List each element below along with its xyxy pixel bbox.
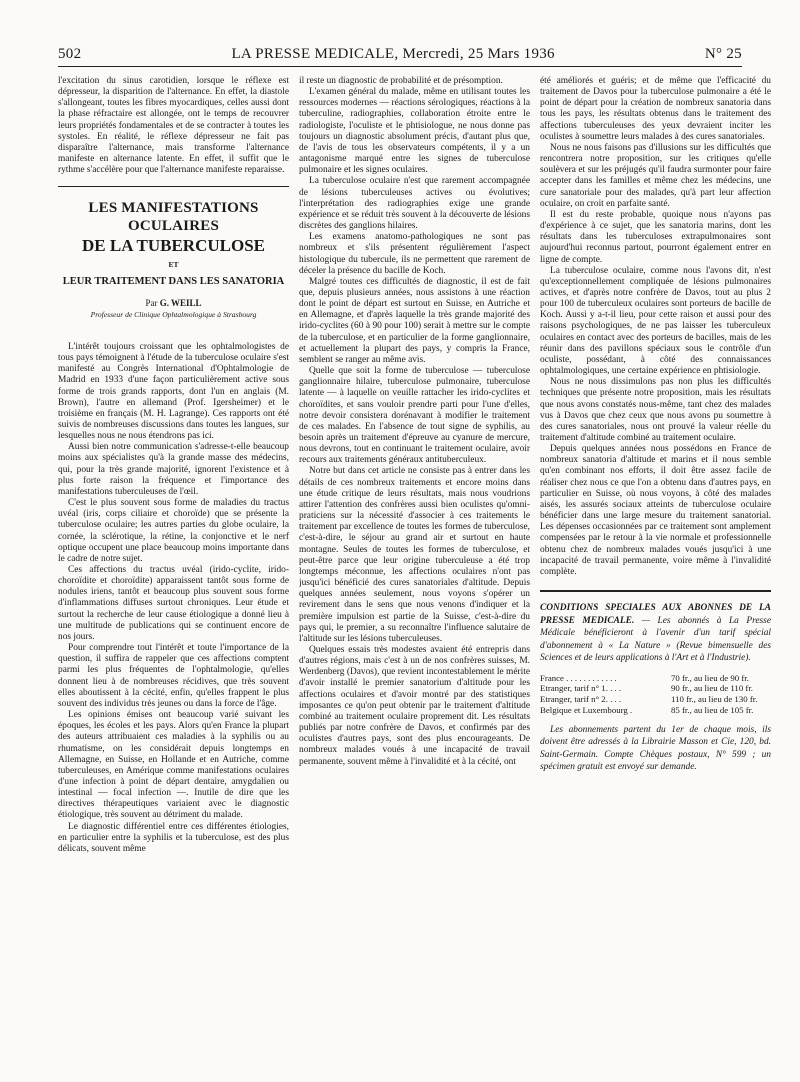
- paragraph: Notre but dans cet article ne consiste pas à entrer dans les détails de ces nombreux traitements et encore moins dans une étude critique de leurs résultats, mais nous voudrions attirer l'attention des confrères aussi bien oculistes qu'omni-praticiens sur la nécessité d'associer à ces traitements le traitement par excellence de toutes les formes de tuberculose, c'est-à-dire, le séjour au grand air et surtout en haute montagne. Seules de toutes les formes de tuberculose, et peut-être parce que leur origine tuberculeuse a été trop longtemps méconnue, les affections oculaires n'ont pas jusqu'ici bénéficié des cures sanatoriales d'altitude. Depuis quelques années seulement, nous voyons s'opérer un revirement dans le sens que nous venons d'indiquer et la première impulsion est partie de la Suisse, c'est-à-dire du pays qui, le premier, a su reconnaître l'influence salutaire de l'altitude sur les lésions tuberculeuses.: [299, 466, 530, 644]
- author-line: [58, 298, 289, 309]
- price-label: Belgique et Luxembourg .: [540, 704, 633, 715]
- paragraph: Aussi bien notre communication s'adresse-t-elle beaucoup moins aux spécialistes qu'à la grande masse des médecins, qui, pour la très grande majorité, ignorent l'existence et à plus forte raison la fréquence et l'importance des manifestations tuberculeuses de l'œil.: [58, 442, 289, 497]
- price-table: [540, 673, 771, 716]
- conditions-title: CONDITIONS SPECIALES AUX ABONNES DE LA PRESSE MEDICALE.: [540, 603, 771, 626]
- price-label: Etranger, tarif n° 2. . . .: [540, 694, 622, 705]
- paragraph: Le diagnostic différentiel entre ces différentes étiologies, en particulier entre la syphilis et la tuberculose, est des plus délicats, souvent même: [58, 821, 289, 854]
- subscription-conditions: [540, 590, 771, 774]
- author-name: G. WEILL: [159, 297, 202, 308]
- price-value: 90 fr., au lieu de 110 fr.: [671, 683, 754, 694]
- price-row: [540, 705, 771, 716]
- paragraph: La tuberculose oculaire, comme nous l'avons dit, n'est qu'exceptionnellement compliquée de lésions pulmonaires actives, et d'après notre confrère de Davos, tout au plus 2 pour 100 de tuberculeux oculaires sont porteurs de bacille de Koch. Aussi y a-t-il lieu, pour cette raison et aussi pour des raisons psychologiques, de ne pas laisser les tuberculeux oculaires en contact avec des porteurs de bacilles, mais de les réunir dans des pavillons spéciaux sous le contrôle d'un oculiste, possédant, à côté des connaissances ophtalmologiques, une certaine expérience en phtisiologie.: [540, 265, 771, 377]
- paragraph: Quelle que soit la forme de tuberculose — tuberculose ganglionnaire hilaire, tuberculose pulmonaire, tuberculose latente — à laquelle on veuille rattacher les irido-cyclites et choroïdites, et sans vouloir prendre parti pour l'une d'elles, notre devoir consistera dorénavant à modifier le traitement de ces malades. En l'absence de tout signe de syphilis, au besoin après un traitement d'épreuve au cyanure de mercure, nous devrons, tout en continuant le traitement oculaire, avoir recours aux traitements généraux antituberculeux.: [299, 366, 530, 466]
- columns: [58, 76, 778, 1066]
- price-value: 70 fr., au lieu de 90 fr.: [671, 672, 749, 683]
- price-row: [540, 694, 771, 705]
- journal-title: LA PRESSE MEDICALE, Mercredi, 25 Mars 1936: [231, 46, 555, 62]
- paragraph: Depuis quelques années nous possédons en France de nombreux sanatoria d'altitude et marins et il nous semble qu'en combinant nos efforts, il doit être assez facile de réaliser chez nous ce que l'on a obtenu dans d'autres pays, en particulier en Suisse, où nous voyons, à côté des malades aisés, les assurés sociaux atteints de tuberculose oculaire bénéficier dans une large mesure du traitement sanatorial. Les dépenses occasionnées par ce traitement sont amplement compensées par le retour à la vie normale et professionnelle obtenu chez de nombreux malades voués jusqu'ici à une incapacité de travail permanente, voire même à l'invalidité complète.: [540, 444, 771, 577]
- paragraph: C'est le plus souvent sous forme de maladies du tractus uvéal (iris, corps ciliaire et choroïde) que se présente la tuberculose oculaire; les autres parties du globe oculaire, la cornée, la sclérotique, la rétine, la conjonctive et le nerf optique occupent une place beaucoup moins importante dans le cadre de notre sujet.: [58, 498, 289, 564]
- paragraph: L'examen général du malade, même en utilisant toutes les ressources modernes — réactions sérologiques, réactions à la tuberculine, radiographies, collaboration étroite entre le radiologiste, l'oculiste et le phtisiologue, ne nous donne pas toujours un diagnostic absolument précis, d'autant plus que, de l'avis de tous les observateurs compétents, il y a un antagonisme marqué entre les signes de tuberculose pulmonaire et les signes oculaires.: [299, 87, 530, 176]
- article-subtitle: LEUR TRAITEMENT DANS LES SANATORIA: [62, 275, 285, 287]
- masthead: [58, 46, 742, 63]
- price-value: 85 fr., au lieu de 105 fr.: [671, 704, 754, 715]
- price-row: [540, 683, 771, 694]
- header-rule: [58, 66, 742, 67]
- intro-paragraph: l'excitation du sinus carotidien, lorsque le réflexe est dépresseur, la disparition de l'alternance. En effet, la diastole s'allongeant, toutes les fibres myocardiques, celles aussi dont la phase réfractaire est allongée, ont le temps de recouvrer leurs propriétés fondamentales et de se contracter à toutes les systoles. En réalité, le réflexe dépresseur ne fait pas disparaître l'alternance, mais transforme l'alternance manifeste en alternance latente. En effet, il suffit que le rythme s'accélère pour que l'alternance manifeste reparaisse.: [58, 76, 289, 176]
- page-number: 502: [58, 46, 82, 62]
- paragraph: été améliorés et guéris; et de même que l'efficacité du traitement de Davos pour la tuberculose pulmonaire a été le point de départ pour la création de nombreux sanatoria dans tous les pays, les résultats obtenus dans le traitement des affections tuberculeuses des yeux devraient inciter les oculistes à soumettre leurs malades à des cures sanatoriales.: [540, 76, 771, 142]
- paragraph: Les opinions émises ont beaucoup varié suivant les époques, les écoles et les pays. Alors qu'en France la plupart des auteurs attribuaient ces maladies à la syphilis ou au rhumatisme, on les considérait depuis longtemps en Allemagne, en Suisse, en Hollande et en Autriche, comme tuberculeuses, en Amérique comme manifestations oculaires d'une infection à point de départ dentaire, amygdalien ou intestinal — focal infection —. Inutile de dire que les directives thérapeutiques variaient avec le diagnostic étiologique, très souvent au détriment du malade.: [58, 710, 289, 821]
- conditions-body: — Les abonnés à La Presse Médicale bénéficieront à l'avenir d'un tarif spécial d'abonnement à « La Nature » (Revue bimensuelle des Sciences et de leurs applications à l'Art et à l'Industrie).: [540, 615, 771, 664]
- conditions-text: [540, 602, 771, 665]
- paragraph: Nous ne nous dissimulons pas non plus les difficultés techniques que présente notre proposition, mais les résultats que nous avons constatés nous-même, tant chez des malades vus à Davos que chez ceux que nous avons pu soumettre à des cures sanatoriales, nous ont prouvé la valeur réelle du traitement d'altitude combiné au traitement oculaire.: [540, 377, 771, 443]
- paragraph: Il est du reste probable, quoique nous n'ayons pas d'expérience à ce sujet, que les sanatoria marins, dont les résultats dans les tuberculoses extrapulmonaires sont aujourd'hui reconnus partout, pourront également entrer en ligne de compte.: [540, 209, 771, 265]
- price-value: 110 fr., au lieu de 130 fr.: [671, 694, 758, 705]
- paragraph: Quelques essais très modestes avaient été entrepris dans d'autres régions, mais c'est à un de nos confrères suisses, M. Werdenberg (Davos), que revient incontestablement le mérite d'avoir installé le premier sanatorium d'altitude pour les affections oculaires et d'avoir montré par des statistiques imposantes ce qu'on peut obtenir par le traitement d'altitude combiné au traitement oculaire proprement dit. Les résultats publiés par notre confrère de Davos, et confirmés par des oculistes d'autres pays, sont des plus encourageants. De nombreux malades voués à une incapacité de travail permanente, souvent même à l'invalidité et à la cécité, ont: [299, 644, 530, 767]
- paragraph: L'intérêt toujours croissant que les ophtalmologistes de tous pays témoignent à l'étude de la tuberculose oculaire s'est manifesté au Congrès International d'Ophtalmologie de Madrid en 1933 d'une façon particulièrement active sous forme de trois grands rapports, dont l'un en anglais (M. Brown), l'autre en allemand (Prof. Igersheimer) et le troisième en français (M. H. Lagrange). Ces rapports ont été suivis de nombreuses discussions dans toutes les langues, sur lesquelles nous ne nous étendrons pas ici.: [58, 341, 289, 442]
- paragraph: Les examens anatomo-pathologiques ne sont pas nombreux et s'ils présentent régulièrement l'aspect histologique du tubercule, ils ne permettent que rarement de déceler la présence du bacille de Koch.: [299, 232, 530, 276]
- price-label: Etranger, tarif n° 1. . . .: [540, 683, 622, 694]
- column-3: [540, 76, 771, 1066]
- author-affiliation: Professeur de Clinique Ophtalmologique à Strasbourg: [90, 309, 257, 319]
- paragraph: Ces affections du tractus uvéal (irido-cyclite, irido-choroïdite et choroïdite) apparaissent tantôt sous forme de nodules iriens, tantôt et beaucoup plus souvent sous forme d'inflammations diffuses surtout chroniques. Leur étude et surtout la recherche de leur cause étiologique a donné lieu à une multitude de publications qui se continuent encore de nos jours.: [58, 565, 289, 642]
- column-1: [58, 76, 289, 1066]
- price-row: [540, 673, 771, 684]
- article-heading: [58, 186, 289, 319]
- article-title-et: ET: [168, 260, 179, 270]
- paragraph: Malgré toutes ces difficultés de diagnostic, il est de fait que, depuis plusieurs années, nous assistons à une réaction dont le point de départ est surtout en Suisse, en Autriche et en Allemagne, et d'après laquelle la très grande majorité des irido-cyclites (60 à 90 pour 100) serait à mettre sur le compte de la tuberculose, et en particulier de la forme ganglionnaire, et actuellement la plupart des pays, y compris la France, semblent se ranger au même avis.: [299, 276, 530, 365]
- conditions-footer: Les abonnements partent du 1er de chaque mois, ils doivent être adressés à la Librairie Masson et Cie, 120, bd. Saint-Germain. Compte Chèques postaux, N° 599 ; un spécimen gratuit est envoyé sur demande.: [540, 724, 771, 773]
- paragraph: La tuberculose oculaire n'est que rarement accompagnée de lésions tuberculeuses actives ou évolutives; l'interprétation des radiographies exige une grande expérience et se réduit très souvent à la découverte de lésions discrètes des ganglions hilaires.: [299, 176, 530, 232]
- article-title-line2: DE LA TUBERCULOSE: [82, 236, 265, 256]
- price-label: France . . . . . . . . . . . .: [540, 672, 617, 683]
- paragraph: Nous ne nous faisons pas d'illusions sur les difficultés que rencontrera notre proposition, sur les critiques qu'elle soulèvera et sur les préjugés qu'il faudra surmonter pour faire accepter dans les familles et même chez les médecins, une cure sanatoriale pour des malades, qu'à part leur affection oculaire, on croit en parfaite santé.: [540, 142, 771, 209]
- issue-number: N° 25: [704, 46, 742, 62]
- paragraph: Pour comprendre tout l'intérêt et toute l'importance de la question, il suffira de rappeler que ces affections comptent parmi les plus fréquentes de l'ophtalmologie, qu'elles donnent lieu à de nombreuses récidives, que très souvent elles aboutissent à la cécité, enfin, qu'elles frappent le plus souvent des individus très jeunes ou dans la force de l'âge.: [58, 643, 289, 709]
- column-2: [299, 76, 530, 1066]
- author-prefix: Par: [145, 297, 158, 308]
- article-title-line1: LES MANIFESTATIONS OCULAIRES: [88, 200, 259, 235]
- paragraph: il reste un diagnostic de probabilité et de présomption.: [299, 76, 503, 86]
